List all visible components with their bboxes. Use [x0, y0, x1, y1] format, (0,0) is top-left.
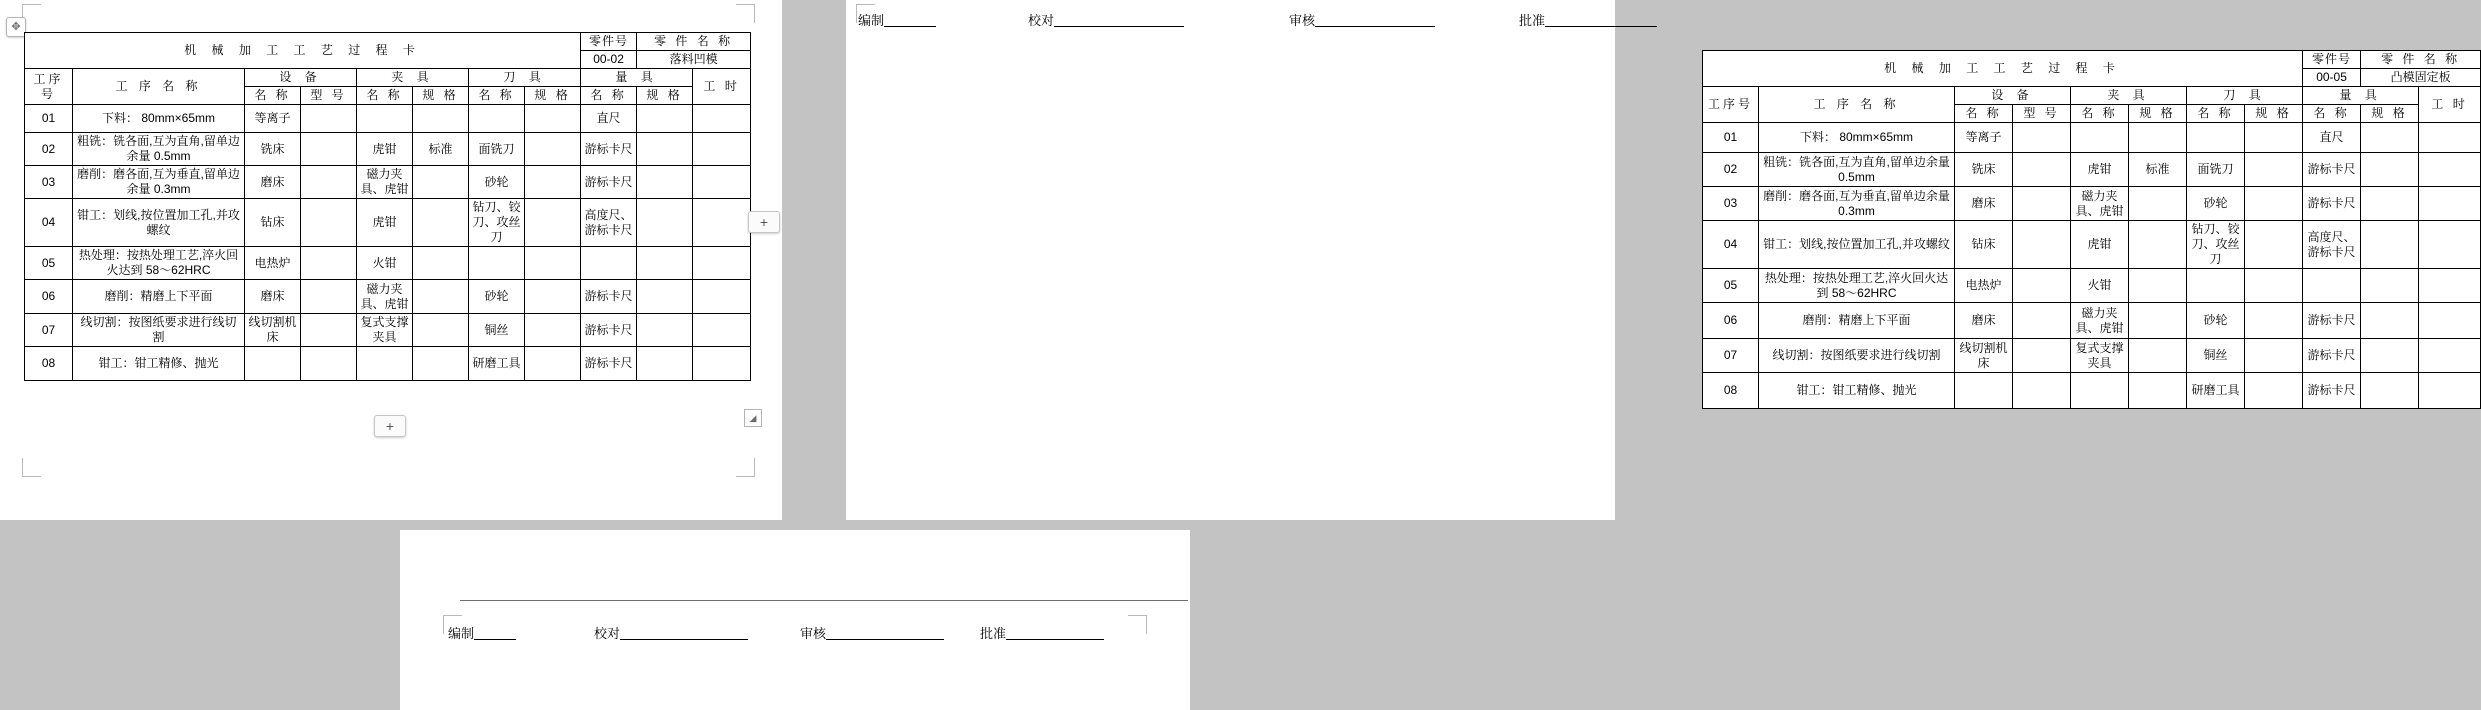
- sub-header-fixture-name: 名 称: [357, 87, 413, 105]
- cell-fixture-spec[interactable]: [413, 347, 469, 381]
- group-header-fixture: 夹 具: [357, 69, 469, 87]
- cell-equip-model[interactable]: [2013, 339, 2071, 373]
- cell-equip-name[interactable]: 线切割机床: [245, 314, 301, 347]
- cell-tool-spec[interactable]: [2245, 269, 2303, 303]
- cell-man-hour[interactable]: [2419, 221, 2481, 269]
- cell-fixture-name[interactable]: 火钳: [2071, 269, 2129, 303]
- sub-header-fixture-name: 名 称: [2071, 105, 2129, 123]
- cell-equip-name[interactable]: [245, 347, 301, 381]
- cell-man-hour[interactable]: [693, 133, 751, 166]
- part-name-value: 落料凹模: [637, 51, 751, 69]
- cell-gauge-spec[interactable]: [2361, 221, 2419, 269]
- cell-seq[interactable]: 07: [25, 314, 73, 347]
- cell-fixture-name[interactable]: 磁力夹具、虎钳: [2071, 303, 2129, 339]
- insert-row-button[interactable]: +: [374, 415, 406, 437]
- table-title-row: [25, 33, 751, 51]
- table-row[interactable]: [1703, 303, 2481, 339]
- cell-equip-name[interactable]: 电热炉: [245, 247, 301, 280]
- cell-equip-name[interactable]: 电热炉: [1955, 269, 2013, 303]
- cell-gauge-name[interactable]: 游标卡尺: [581, 347, 637, 381]
- cell-op-name[interactable]: 粗铣：铣各面,互为直角,留单边余量 0.5mm: [1759, 153, 1955, 187]
- signature-approved-line[interactable]: [1545, 14, 1657, 27]
- cell-man-hour[interactable]: [2419, 339, 2481, 373]
- sub-header-equip-name: 名 称: [1955, 105, 2013, 123]
- signature-checked-label: 校对: [594, 626, 621, 641]
- signature-prepared: [448, 627, 516, 640]
- card-title: 机 械 加 工 工 艺 过 程 卡: [25, 33, 581, 69]
- cell-gauge-spec[interactable]: [637, 105, 693, 133]
- signature-prepared-label: 编制: [448, 626, 475, 641]
- cell-op-name[interactable]: 线切割：按图纸要求进行线切割: [73, 314, 245, 347]
- cell-fixture-name[interactable]: 虎钳: [357, 133, 413, 166]
- cell-tool-spec[interactable]: [2245, 339, 2303, 373]
- cell-gauge-name[interactable]: 游标卡尺: [581, 280, 637, 314]
- cell-equip-model[interactable]: [2013, 269, 2071, 303]
- cell-op-name[interactable]: 下料： 80mm×65mm: [1759, 123, 1955, 153]
- cell-tool-name[interactable]: 研磨工具: [2187, 373, 2245, 409]
- cell-seq[interactable]: 01: [25, 105, 73, 133]
- table-row[interactable]: [1703, 339, 2481, 373]
- col-header-seq: 工序号: [25, 69, 73, 105]
- cell-equip-model[interactable]: [301, 166, 357, 199]
- group-header-tool: 刀 具: [2187, 87, 2303, 105]
- col-header-op-name: 工 序 名 称: [73, 69, 245, 105]
- table-row[interactable]: [1703, 153, 2481, 187]
- cell-seq[interactable]: 02: [1703, 153, 1759, 187]
- cell-op-name[interactable]: 磨削：精磨上下平面: [73, 280, 245, 314]
- cell-fixture-spec[interactable]: [2129, 187, 2187, 221]
- cell-tool-name[interactable]: 面铣刀: [469, 133, 525, 166]
- sub-header-equip-model: 型 号: [301, 87, 357, 105]
- cell-tool-spec[interactable]: [525, 280, 581, 314]
- group-header-equipment: 设 备: [245, 69, 357, 87]
- table-row[interactable]: [25, 105, 751, 133]
- cell-tool-spec[interactable]: [2245, 187, 2303, 221]
- cell-seq[interactable]: 03: [1703, 187, 1759, 221]
- cell-equip-model[interactable]: [301, 247, 357, 280]
- cell-gauge-name[interactable]: 游标卡尺: [2303, 373, 2361, 409]
- part-no-value: 00-05: [2303, 69, 2361, 87]
- group-header-gauge: 量 具: [581, 69, 693, 87]
- cell-equip-model[interactable]: [301, 280, 357, 314]
- part-name-header: 零 件 名 称: [2361, 51, 2481, 69]
- cell-gauge-spec[interactable]: [2361, 373, 2419, 409]
- cell-fixture-spec[interactable]: [413, 105, 469, 133]
- table-group-header-row: [25, 69, 751, 87]
- insert-column-button[interactable]: +: [748, 211, 780, 233]
- cell-equip-model[interactable]: [301, 133, 357, 166]
- cell-equip-name[interactable]: [1955, 373, 2013, 409]
- group-header-gauge: 量 具: [2303, 87, 2419, 105]
- cell-op-name[interactable]: 磨削：磨各面,互为垂直,留单边余量 0.3mm: [73, 166, 245, 199]
- cell-fixture-spec[interactable]: [2129, 339, 2187, 373]
- signature-reviewed: [1289, 14, 1435, 27]
- cell-tool-spec[interactable]: [2245, 303, 2303, 339]
- cell-op-name[interactable]: 钳工：钳工精修、抛光: [1759, 373, 1955, 409]
- cell-fixture-spec[interactable]: [413, 280, 469, 314]
- crop-mark-top-right: [736, 4, 755, 23]
- cell-fixture-name[interactable]: 火钳: [357, 247, 413, 280]
- cell-man-hour[interactable]: [2419, 123, 2481, 153]
- cell-gauge-name[interactable]: 直尺: [2303, 123, 2361, 153]
- part-no-value: 00-02: [581, 51, 637, 69]
- cell-gauge-name[interactable]: 高度尺、游标卡尺: [581, 199, 637, 247]
- cell-tool-name[interactable]: [2187, 123, 2245, 153]
- cell-gauge-name[interactable]: 游标卡尺: [581, 133, 637, 166]
- cell-op-name[interactable]: 粗铣：铣各面,互为直角,留单边余量 0.5mm: [73, 133, 245, 166]
- table-move-handle[interactable]: ✥: [6, 17, 26, 37]
- cell-equip-name[interactable]: 等离子: [1955, 123, 2013, 153]
- crop-mark-top-right: [1128, 615, 1147, 634]
- signature-row-bottom: [448, 627, 1104, 640]
- cell-tool-name[interactable]: 砂轮: [469, 166, 525, 199]
- table-row[interactable]: [25, 133, 751, 166]
- cell-op-name[interactable]: 钳工：钳工精修、抛光: [73, 347, 245, 381]
- cell-fixture-spec[interactable]: [413, 314, 469, 347]
- cell-seq[interactable]: 04: [25, 199, 73, 247]
- cell-fixture-spec[interactable]: [2129, 269, 2187, 303]
- sub-header-gauge-name: 名 称: [581, 87, 637, 105]
- cell-fixture-name[interactable]: 虎钳: [357, 199, 413, 247]
- cell-gauge-spec[interactable]: [2361, 269, 2419, 303]
- cell-seq[interactable]: 05: [25, 247, 73, 280]
- cell-seq[interactable]: 07: [1703, 339, 1759, 373]
- cell-man-hour[interactable]: [693, 199, 751, 247]
- sub-header-equip-name: 名 称: [245, 87, 301, 105]
- cell-gauge-spec[interactable]: [637, 247, 693, 280]
- crop-mark-bottom-right: [736, 458, 755, 477]
- sub-header-tool-spec: 规 格: [2245, 105, 2303, 123]
- cell-seq[interactable]: 05: [1703, 269, 1759, 303]
- cell-fixture-name[interactable]: 磁力夹具、虎钳: [2071, 187, 2129, 221]
- cell-fixture-name[interactable]: [2071, 123, 2129, 153]
- cell-equip-name[interactable]: 钻床: [245, 199, 301, 247]
- group-header-fixture: 夹 具: [2071, 87, 2187, 105]
- cell-tool-name[interactable]: 钻刀、铰刀、攻丝刀: [2187, 221, 2245, 269]
- cell-tool-spec[interactable]: [525, 105, 581, 133]
- part-no-header: 零件号: [2303, 51, 2361, 69]
- table-row[interactable]: [25, 347, 751, 381]
- signature-prepared: [858, 14, 936, 27]
- cell-gauge-spec[interactable]: [637, 347, 693, 381]
- cell-gauge-spec[interactable]: [637, 314, 693, 347]
- table-resize-handle[interactable]: ◢: [744, 409, 762, 427]
- cell-equip-name[interactable]: 线切割机床: [1955, 339, 2013, 373]
- group-header-tool: 刀 具: [469, 69, 581, 87]
- cell-gauge-spec[interactable]: [2361, 153, 2419, 187]
- signature-checked: [594, 627, 748, 640]
- signature-approved: [980, 627, 1104, 640]
- table-row[interactable]: [1703, 187, 2481, 221]
- cell-fixture-name[interactable]: [357, 347, 413, 381]
- cell-op-name[interactable]: 线切割：按图纸要求进行线切割: [1759, 339, 1955, 373]
- signature-reviewed-label: 审核: [1289, 13, 1316, 28]
- part-name-value: 凸模固定板: [2361, 69, 2481, 87]
- signature-reviewed: [800, 627, 944, 640]
- cell-gauge-spec[interactable]: [637, 166, 693, 199]
- cell-fixture-spec[interactable]: [413, 199, 469, 247]
- cell-fixture-name[interactable]: 磁力夹具、虎钳: [357, 280, 413, 314]
- part-name-header: 零 件 名 称: [637, 33, 751, 51]
- cell-man-hour[interactable]: [2419, 269, 2481, 303]
- cell-gauge-spec[interactable]: [2361, 339, 2419, 373]
- cell-gauge-spec[interactable]: [2361, 303, 2419, 339]
- table-row[interactable]: [25, 314, 751, 347]
- signature-row-right: [858, 14, 1657, 27]
- cell-seq[interactable]: 02: [25, 133, 73, 166]
- cell-fixture-name[interactable]: [357, 105, 413, 133]
- sub-header-equip-model: 型 号: [2013, 105, 2071, 123]
- cell-man-hour[interactable]: [693, 105, 751, 133]
- cell-man-hour[interactable]: [693, 314, 751, 347]
- cell-man-hour[interactable]: [693, 280, 751, 314]
- table-row[interactable]: [25, 166, 751, 199]
- card-title: 机 械 加 工 工 艺 过 程 卡: [1703, 51, 2303, 87]
- signature-checked-line[interactable]: [620, 627, 748, 640]
- table-row[interactable]: [1703, 269, 2481, 303]
- cell-fixture-spec[interactable]: [413, 166, 469, 199]
- table-row[interactable]: [25, 280, 751, 314]
- cell-tool-name[interactable]: 铜丝: [2187, 339, 2245, 373]
- cell-equip-name[interactable]: 磨床: [1955, 303, 2013, 339]
- document-page-right: [846, 0, 2468, 520]
- cell-man-hour[interactable]: [2419, 187, 2481, 221]
- cell-seq[interactable]: 08: [25, 347, 73, 381]
- cell-fixture-name[interactable]: 虎钳: [2071, 153, 2129, 187]
- cell-tool-name[interactable]: 铜丝: [469, 314, 525, 347]
- sub-header-gauge-spec: 规 格: [2361, 105, 2419, 123]
- cell-tool-spec[interactable]: [525, 133, 581, 166]
- signature-prepared-line[interactable]: [474, 627, 516, 640]
- cell-tool-spec[interactable]: [2245, 123, 2303, 153]
- cell-fixture-spec[interactable]: [2129, 373, 2187, 409]
- cell-op-name[interactable]: 热处理：按热处理工艺,淬火回火达到 58～62HRC: [73, 247, 245, 280]
- cell-seq[interactable]: 06: [25, 280, 73, 314]
- cell-man-hour[interactable]: [693, 247, 751, 280]
- cell-equip-model[interactable]: [301, 199, 357, 247]
- cell-tool-name[interactable]: 砂轮: [469, 280, 525, 314]
- cell-tool-spec[interactable]: [2245, 153, 2303, 187]
- cell-fixture-name[interactable]: 虎钳: [2071, 221, 2129, 269]
- cell-tool-spec[interactable]: [525, 247, 581, 280]
- cell-equip-name[interactable]: 铣床: [245, 133, 301, 166]
- cell-fixture-spec[interactable]: [413, 247, 469, 280]
- process-card-table-left: [24, 32, 751, 381]
- cell-equip-model[interactable]: [301, 105, 357, 133]
- signature-prepared-line[interactable]: [884, 14, 936, 27]
- cell-gauge-name[interactable]: 游标卡尺: [2303, 339, 2361, 373]
- cell-fixture-name[interactable]: [2071, 373, 2129, 409]
- process-card-table-right: [1702, 50, 2481, 409]
- cell-man-hour[interactable]: [2419, 153, 2481, 187]
- cell-fixture-spec[interactable]: 标准: [2129, 153, 2187, 187]
- cell-op-name[interactable]: 钳工：划线,按位置加工孔,并攻螺纹: [1759, 221, 1955, 269]
- cell-man-hour[interactable]: [2419, 303, 2481, 339]
- cell-fixture-name[interactable]: 复式支撑夹具: [2071, 339, 2129, 373]
- sub-header-gauge-spec: 规 格: [637, 87, 693, 105]
- process-card-body-right: [1703, 123, 2481, 409]
- cell-op-name[interactable]: 下料： 80mm×65mm: [73, 105, 245, 133]
- cell-gauge-name[interactable]: [2303, 269, 2361, 303]
- cell-tool-name[interactable]: [469, 105, 525, 133]
- part-no-header: 零件号: [581, 33, 637, 51]
- signature-checked-line[interactable]: [1054, 14, 1184, 27]
- sub-header-tool-spec: 规 格: [525, 87, 581, 105]
- cell-gauge-name[interactable]: 直尺: [581, 105, 637, 133]
- cell-tool-name[interactable]: 砂轮: [2187, 303, 2245, 339]
- cell-equip-model[interactable]: [2013, 153, 2071, 187]
- table-row[interactable]: [1703, 123, 2481, 153]
- crop-mark-bottom-left: [22, 458, 41, 477]
- table-row[interactable]: [1703, 221, 2481, 269]
- cell-seq[interactable]: 06: [1703, 303, 1759, 339]
- sub-header-gauge-name: 名 称: [2303, 105, 2361, 123]
- cell-fixture-spec[interactable]: [2129, 123, 2187, 153]
- cell-seq[interactable]: 08: [1703, 373, 1759, 409]
- cell-equip-name[interactable]: 磨床: [1955, 187, 2013, 221]
- cell-op-name[interactable]: 热处理：按热处理工艺,淬火回火达到 58～62HRC: [1759, 269, 1955, 303]
- cell-fixture-spec[interactable]: [2129, 303, 2187, 339]
- cell-op-name[interactable]: 磨削：磨各面,互为垂直,留单边余量 0.3mm: [1759, 187, 1955, 221]
- cell-seq[interactable]: 01: [1703, 123, 1759, 153]
- horizontal-rule: [460, 600, 1188, 601]
- cell-fixture-spec[interactable]: 标准: [413, 133, 469, 166]
- cell-gauge-name[interactable]: 游标卡尺: [2303, 303, 2361, 339]
- cell-tool-name[interactable]: [2187, 269, 2245, 303]
- cell-tool-name[interactable]: 钻刀、铰刀、攻丝刀: [469, 199, 525, 247]
- cell-tool-name[interactable]: 面铣刀: [2187, 153, 2245, 187]
- cell-man-hour[interactable]: [2419, 373, 2481, 409]
- cell-tool-name[interactable]: [469, 247, 525, 280]
- group-header-equipment: 设 备: [1955, 87, 2071, 105]
- cell-tool-spec[interactable]: [525, 314, 581, 347]
- cell-equip-name[interactable]: 磨床: [245, 166, 301, 199]
- signature-reviewed-line[interactable]: [1315, 14, 1435, 27]
- table-title-row: [1703, 51, 2481, 69]
- cell-fixture-name[interactable]: 磁力夹具、虎钳: [357, 166, 413, 199]
- sub-header-tool-name: 名 称: [2187, 105, 2245, 123]
- cell-gauge-name[interactable]: 游标卡尺: [2303, 187, 2361, 221]
- cell-equip-name[interactable]: 钻床: [1955, 221, 2013, 269]
- cell-equip-model[interactable]: [2013, 221, 2071, 269]
- table-row[interactable]: [25, 199, 751, 247]
- signature-checked-label: 校对: [1028, 13, 1055, 28]
- signature-approved-label: 批准: [1519, 13, 1546, 28]
- cell-seq[interactable]: 04: [1703, 221, 1759, 269]
- cell-seq[interactable]: 03: [25, 166, 73, 199]
- cell-man-hour[interactable]: [693, 347, 751, 381]
- cell-fixture-spec[interactable]: [2129, 221, 2187, 269]
- cell-fixture-name[interactable]: 复式支撑夹具: [357, 314, 413, 347]
- cell-gauge-spec[interactable]: [2361, 123, 2419, 153]
- signature-approved-label: 批准: [980, 626, 1007, 641]
- signature-approved: [1519, 14, 1657, 27]
- cell-equip-name[interactable]: 铣床: [1955, 153, 2013, 187]
- cell-tool-spec[interactable]: [525, 166, 581, 199]
- col-header-seq: 工序号: [1703, 87, 1759, 123]
- signature-approved-line[interactable]: [1006, 627, 1104, 640]
- cell-gauge-name[interactable]: [581, 247, 637, 280]
- cell-equip-model[interactable]: [2013, 123, 2071, 153]
- cell-gauge-spec[interactable]: [637, 199, 693, 247]
- signature-prepared-label: 编制: [858, 13, 885, 28]
- col-header-man-hour: 工 时: [693, 69, 751, 105]
- col-header-man-hour: 工 时: [2419, 87, 2481, 123]
- cell-tool-spec[interactable]: [525, 347, 581, 381]
- cell-tool-spec[interactable]: [2245, 373, 2303, 409]
- cell-tool-spec[interactable]: [525, 199, 581, 247]
- document-page-left: [0, 0, 782, 520]
- table-group-header-row: [1703, 87, 2481, 105]
- signature-checked: [1028, 14, 1184, 27]
- sub-header-tool-name: 名 称: [469, 87, 525, 105]
- cell-gauge-name[interactable]: 游标卡尺: [581, 166, 637, 199]
- process-card-body-left: [25, 105, 751, 381]
- cell-equip-model[interactable]: [301, 314, 357, 347]
- cell-gauge-name[interactable]: 高度尺、游标卡尺: [2303, 221, 2361, 269]
- cell-op-name[interactable]: 磨削：精磨上下平面: [1759, 303, 1955, 339]
- cell-gauge-spec[interactable]: [637, 280, 693, 314]
- cell-man-hour[interactable]: [693, 166, 751, 199]
- cell-gauge-name[interactable]: 游标卡尺: [2303, 153, 2361, 187]
- cell-equip-model[interactable]: [301, 347, 357, 381]
- cell-tool-spec[interactable]: [2245, 221, 2303, 269]
- document-page-bottom: [400, 530, 1190, 710]
- cell-equip-name[interactable]: 磨床: [245, 280, 301, 314]
- sub-header-fixture-spec: 规 格: [413, 87, 469, 105]
- cell-gauge-spec[interactable]: [2361, 187, 2419, 221]
- cell-equip-model[interactable]: [2013, 373, 2071, 409]
- cell-gauge-name[interactable]: 游标卡尺: [581, 314, 637, 347]
- cell-tool-name[interactable]: 研磨工具: [469, 347, 525, 381]
- col-header-op-name: 工 序 名 称: [1759, 87, 1955, 123]
- table-row[interactable]: [1703, 373, 2481, 409]
- cell-equip-name[interactable]: 等离子: [245, 105, 301, 133]
- table-row[interactable]: [25, 247, 751, 280]
- cell-op-name[interactable]: 钳工：划线,按位置加工孔,并攻螺纹: [73, 199, 245, 247]
- cell-tool-name[interactable]: 砂轮: [2187, 187, 2245, 221]
- cell-equip-model[interactable]: [2013, 187, 2071, 221]
- sub-header-fixture-spec: 规 格: [2129, 105, 2187, 123]
- signature-reviewed-line[interactable]: [826, 627, 944, 640]
- cell-gauge-spec[interactable]: [637, 133, 693, 166]
- signature-reviewed-label: 审核: [800, 626, 827, 641]
- cell-equip-model[interactable]: [2013, 303, 2071, 339]
